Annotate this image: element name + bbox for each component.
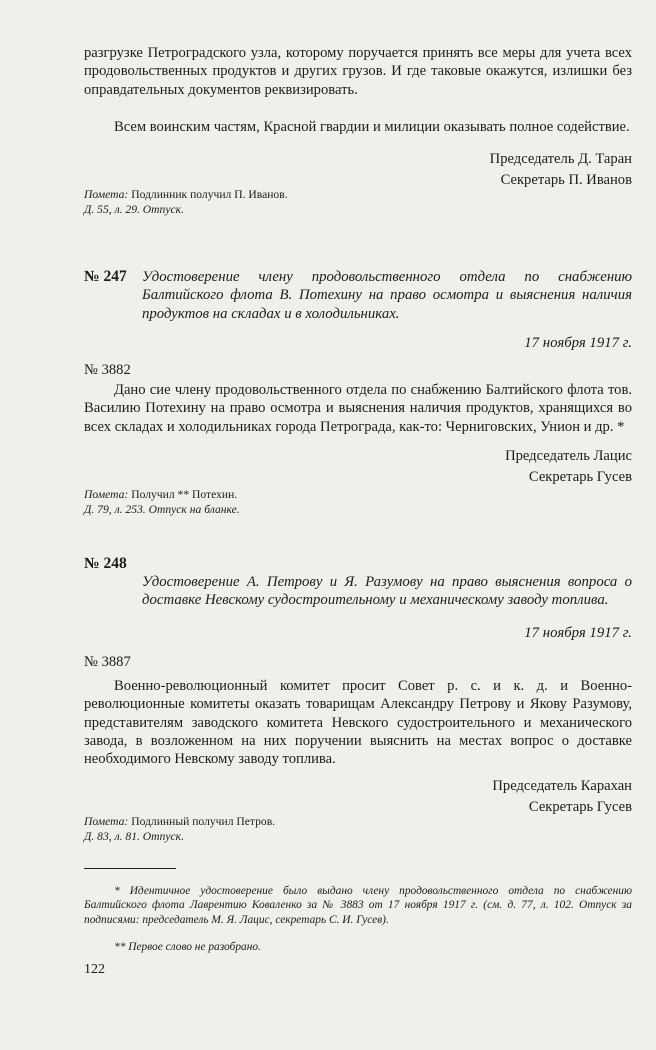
signature-secretary: Секретарь Гусев [528,469,632,486]
note-line [84,187,632,202]
page-number: 122 [84,962,105,977]
doc-248-signatures [84,777,632,817]
doc-248-note [84,814,632,844]
note-label: Помета: [84,815,129,828]
intro-paragraph [84,44,632,99]
archive-ref: Д. 83, л. 81. Отпуск. [84,830,184,843]
note-text: Получил ** Потехин. [131,488,238,501]
footnote-divider [84,868,176,869]
note-label: Помета: [84,188,129,201]
doc-247-docno: № 3882 [84,362,131,378]
doc-248-number: № 248 [84,555,127,572]
note-line [84,814,632,829]
intro-note [84,187,632,217]
footnote-1: * Идентичное удостоверение было выдано члену продовольственного отдела по снабжению Балтийского флота Лаврентию Коваленко за № 3883 от 17 ноября 1917 г. (см. д. 77, л. 102. Отпуск за подписями: председатель М. Я. Лацис, секретарь С. И. Гусев). [84,885,632,926]
doc-247-title: Удостоверение члену продовольственного отдела по снабжению Балтийского флота В. Потехину на право осмотра и выяснения наличия продуктов на складах и в холодильниках. [142,269,632,322]
note-text: Подлинник получил П. Иванов. [131,188,288,201]
doc-248-date: 17 ноября 1917 г. [524,625,632,641]
doc-248-title: Удостоверение А. Петрову и Я. Разумову на право выяснения вопроса о доставке Невскому судостроительному и механическому заводу топлива. [142,574,632,609]
archive-ref: Д. 55, л. 29. Отпуск. [84,203,184,216]
note-label: Помета: [84,488,129,501]
note-text: Подлинный получил Петров. [131,815,276,828]
doc-247-date: 17 ноября 1917 г. [524,335,632,351]
doc-247-signatures [84,447,632,487]
intro-text-2: Всем воинским частям, Красной гвардии и милиции оказывать полное содействие. [114,119,630,135]
signature-chairman: Председатель Лацис [505,448,632,464]
footnote-2: ** Первое слово не разобрано. [114,941,261,953]
note-line [84,487,632,502]
doc-247-note [84,487,632,517]
doc-247-text: Дано сие члену продовольственного отдела по снабжению Балтийского флота тов. Василию Потехину на право осмотра и выяснения наличия продуктов, хранящихся во всех складах и холодильниках города Петрограда, как-то: Черниговских, Унион и др. * [84,382,632,435]
doc-248-docno: № 3887 [84,654,131,670]
signature-chairman: Председатель Д. Таран [489,151,632,167]
intro-paragraph-2 [84,118,632,136]
archive-ref: Д. 79, л. 253. Отпуск на бланке. [84,503,240,516]
signature-secretary: Секретарь П. Иванов [500,172,632,189]
intro-signatures [84,150,632,190]
signature-chairman: Председатель Карахан [492,778,632,794]
doc-248-text: Военно-революционный комитет просит Совет р. с. и к. д. и Военно-революционные комитеты оказать товарищам Александру Петрову и Якову Разумову, представителям заводского комитета Невского судостроительного и механического завода, в возложенном на них поручении выяснить на местах вопрос о доставке необходимого Невскому заводу топлива. [84,678,632,768]
doc-247-number: № 247 [84,268,127,285]
signature-secretary: Секретарь Гусев [528,799,632,816]
intro-text: разгрузке Петроградского узла, которому поручается принять все меры для учета всех продовольственных продуктов и других грузов. И где таковые окажутся, излишки без оправдательных документов реквизировать. [84,45,632,98]
